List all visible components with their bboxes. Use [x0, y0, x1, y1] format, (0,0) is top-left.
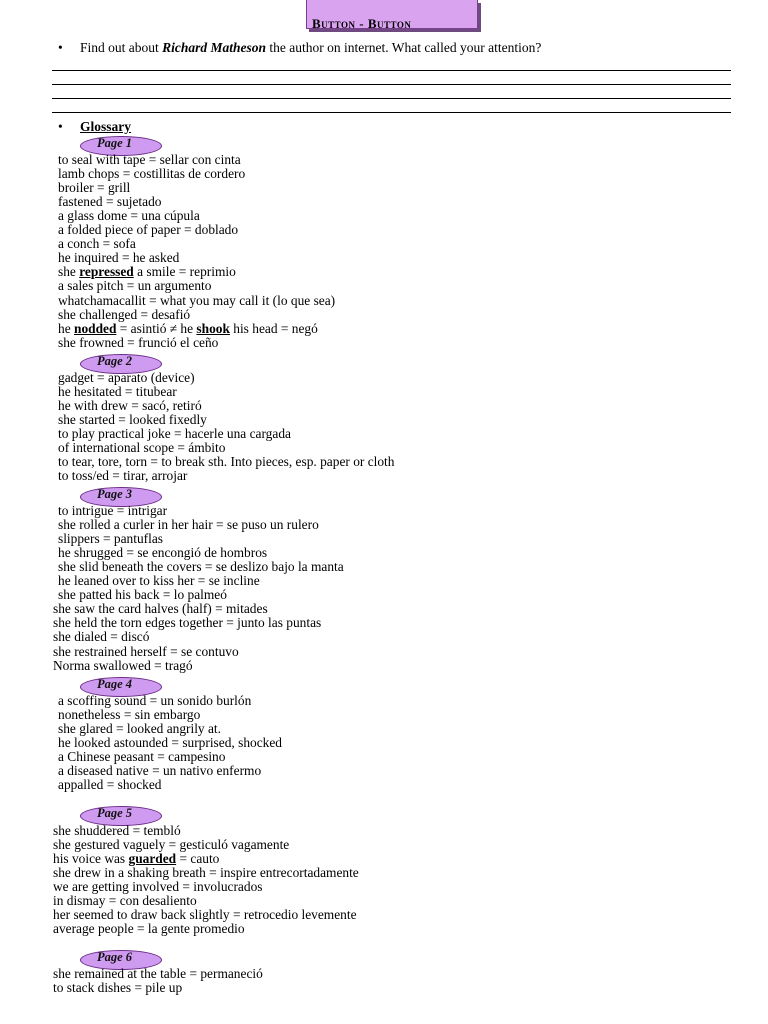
glossary-entry: she challenged = desafió — [58, 306, 191, 322]
glossary-entry: broiler = grill — [58, 180, 131, 196]
glossary-entry: she started = looked fixedly — [58, 412, 207, 428]
underlined-term: guarded — [128, 851, 177, 867]
answer-line[interactable] — [52, 70, 731, 71]
page-label: Page 4 — [97, 677, 133, 691]
entry-text: a smile = reprimio — [133, 264, 236, 280]
glossary-entry: of international scope = ámbito — [58, 440, 226, 456]
glossary-entry: she shuddered = tembló — [53, 823, 181, 838]
glossary-entry — [53, 852, 219, 866]
glossary-entry: he hesitated = titubear — [58, 384, 177, 400]
answer-line[interactable] — [52, 112, 731, 113]
glossary-entry: he inquired = he asked — [58, 250, 180, 266]
glossary-entry: she frowned = frunció el ceño — [58, 334, 219, 350]
page-label: Page 3 — [97, 487, 133, 501]
glossary-entry: her seemed to draw back slightly = retrocedio levemente — [53, 907, 357, 923]
underlined-term: nodded — [74, 320, 117, 336]
glossary-entry: he looked astounded = surprised, shocked — [58, 735, 282, 751]
glossary-heading: Glossary — [80, 119, 132, 134]
glossary-entry: she restrained herself = se contuvo — [53, 643, 239, 659]
entry-text: = cauto — [176, 851, 220, 867]
page-label: Page 6 — [97, 950, 133, 964]
glossary-entry — [58, 322, 318, 336]
glossary-entry: a scoffing sound = un sonido burlón — [58, 693, 252, 708]
glossary-entry: to stack dishes = pile up — [53, 980, 183, 996]
glossary-entry: to tear, tore, torn = to break sth. Into pieces, esp. paper or cloth — [58, 454, 395, 470]
glossary-entry: to play practical joke = hacerle una cargada — [58, 426, 291, 442]
page-label: Page 1 — [97, 136, 133, 150]
underlined-term: repressed — [79, 264, 134, 280]
glossary-entry: he shrugged = se encongió de hombros — [58, 545, 268, 561]
glossary-entry: a sales pitch = un argumento — [58, 278, 212, 294]
glossary-entry: slippers = pantuflas — [58, 531, 163, 547]
glossary-entry: gadget = aparato (device) — [58, 370, 195, 385]
glossary-entry: she saw the card halves (half) = mitades — [53, 601, 268, 617]
glossary-entry: she held the torn edges together = junto las puntas — [53, 615, 322, 631]
bullet-icon: • — [58, 40, 63, 55]
glossary-entry: we are getting involved = involucrados — [53, 879, 263, 895]
answer-line[interactable] — [52, 84, 731, 85]
glossary-entry: to seal with tape = sellar con cinta — [58, 152, 241, 167]
glossary-entry: she gestured vaguely = gesticuló vagamente — [53, 837, 290, 853]
entry-text: she — [58, 264, 80, 280]
glossary-entry: she patted his back = lo palmeó — [58, 587, 227, 603]
glossary-entry: appalled = shocked — [58, 777, 162, 793]
glossary-entry: average people = la gente promedio — [53, 921, 245, 937]
glossary-entry: to intrigue = intrigar — [58, 503, 168, 518]
author-name: Richard Matheson — [162, 40, 267, 55]
glossary-entry: she remained at the table = permaneció — [53, 966, 263, 981]
glossary-entry: a Chinese peasant = campesino — [58, 749, 226, 765]
question-prefix: Find out about — [80, 40, 163, 55]
glossary-entry: he with drew = sacó, retiró — [58, 398, 202, 414]
entry-text: he — [58, 320, 74, 336]
glossary-entry: she drew in a shaking breath = inspire entrecortadamente — [53, 865, 359, 881]
glossary-entry — [58, 265, 236, 279]
glossary-entry: nonetheless = sin embargo — [58, 707, 201, 723]
document-title: Button - Button — [312, 16, 412, 31]
glossary-entry: Norma swallowed = tragó — [53, 657, 193, 673]
entry-text: his head = negó — [229, 320, 318, 336]
glossary-entry: a conch = sofa — [58, 236, 136, 252]
glossary-entry: fastened = sujetado — [58, 194, 162, 210]
glossary-entry: a diseased native = un nativo enfermo — [58, 763, 262, 779]
question-text — [80, 40, 541, 56]
entry-text: = asintió ≠ he — [116, 320, 197, 336]
glossary-entry: she glared = looked angrily at. — [58, 721, 221, 737]
page-label: Page 2 — [97, 354, 133, 368]
glossary-entry: in dismay = con desaliento — [53, 893, 197, 909]
glossary-entry: lamb chops = costillitas de cordero — [58, 166, 246, 182]
glossary-entry: a glass dome = una cúpula — [58, 208, 200, 224]
glossary-entry: whatchamacallit = what you may call it (lo que sea) — [58, 292, 336, 308]
glossary-entry: a folded piece of paper = doblado — [58, 222, 239, 238]
glossary-entry: to toss/ed = tirar, arrojar — [58, 468, 188, 484]
answer-line[interactable] — [52, 98, 731, 99]
page-label: Page 5 — [97, 806, 133, 820]
bullet-icon: • — [58, 119, 63, 134]
glossary-entry: she rolled a curler in her hair = se puso un rulero — [58, 517, 319, 533]
glossary-entry: she dialed = discó — [53, 629, 150, 645]
question-suffix: the author on internet. What called your attention? — [266, 40, 542, 55]
underlined-term: shook — [196, 320, 230, 336]
glossary-entry: she slid beneath the covers = se deslizo bajo la manta — [58, 559, 344, 575]
entry-text: his voice was — [53, 851, 129, 867]
glossary-entry: he leaned over to kiss her = se incline — [58, 573, 260, 589]
